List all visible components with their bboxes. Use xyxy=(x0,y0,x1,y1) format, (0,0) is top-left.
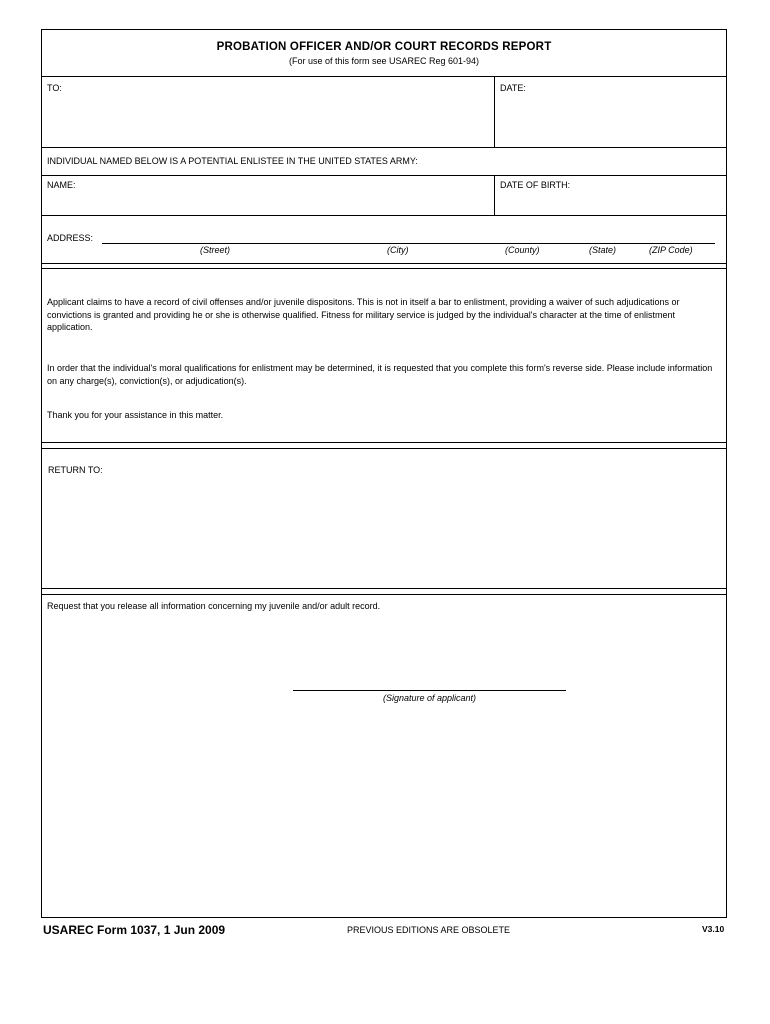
dob-label: DATE OF BIRTH: xyxy=(500,180,571,190)
return-to-label: RETURN TO: xyxy=(48,465,103,475)
state-caption: (State) xyxy=(589,245,617,255)
divider xyxy=(42,147,726,148)
address-field[interactable] xyxy=(102,243,715,244)
to-field[interactable] xyxy=(44,92,490,144)
divider xyxy=(42,175,726,176)
street-caption: (Street) xyxy=(200,245,231,255)
divider xyxy=(42,448,726,449)
county-caption: (County) xyxy=(505,245,540,255)
divider xyxy=(42,215,726,216)
city-caption: (City) xyxy=(387,245,409,255)
divider xyxy=(42,442,726,443)
divider xyxy=(42,263,726,264)
paragraph-thanks: Thank you for your assistance in this matter. xyxy=(47,410,224,420)
name-label: NAME: xyxy=(47,180,76,190)
signature-caption: (Signature of applicant) xyxy=(382,693,477,703)
form-number: USAREC Form 1037, 1 Jun 2009 xyxy=(43,923,226,937)
form-title: PROBATION OFFICER AND/OR COURT RECORDS REPORT xyxy=(216,41,552,53)
address-label: ADDRESS: xyxy=(47,233,94,243)
dob-field[interactable] xyxy=(498,190,722,212)
date-label: DATE: xyxy=(500,83,526,93)
divider xyxy=(42,76,726,77)
version-label: V3.10 xyxy=(702,924,725,934)
divider xyxy=(494,175,495,215)
paragraph-request: In order that the individual's moral qualifications for enlistment may be determined, it is requested that you complete this form's reverse side. Please include information on any charge(s), conviction(s), or adjudication(s). xyxy=(47,363,713,386)
date-field[interactable] xyxy=(498,92,722,144)
form-subtitle: (For use of this form see USAREC Reg 601-94) xyxy=(288,56,480,66)
signature-field[interactable] xyxy=(293,690,566,691)
to-label: TO: xyxy=(47,83,62,93)
divider xyxy=(42,268,726,269)
divider xyxy=(42,588,726,589)
zip-caption: (ZIP Code) xyxy=(649,245,693,255)
form-frame xyxy=(41,29,727,918)
paragraph-claims: Applicant claims to have a record of civil offenses and/or juvenile dispositons. This is not in itself a bar to enlistment, providing a waiver of such adjudications or convictions is granted and providing he or she is otherwise qualified. Fitness for military service is judged by the individual's character at the time of enlistment application. xyxy=(47,297,680,332)
obsolete-notice: PREVIOUS EDITIONS ARE OBSOLETE xyxy=(347,925,511,935)
enlistee-notice: INDIVIDUAL NAMED BELOW IS A POTENTIAL ENLISTEE IN THE UNITED STATES ARMY: xyxy=(47,156,418,166)
divider xyxy=(42,594,726,595)
return-to-field[interactable] xyxy=(44,478,722,584)
name-field[interactable] xyxy=(44,190,490,212)
divider xyxy=(494,76,495,147)
release-request-text: Request that you release all information concerning my juvenile and/or adult record. xyxy=(47,601,381,611)
